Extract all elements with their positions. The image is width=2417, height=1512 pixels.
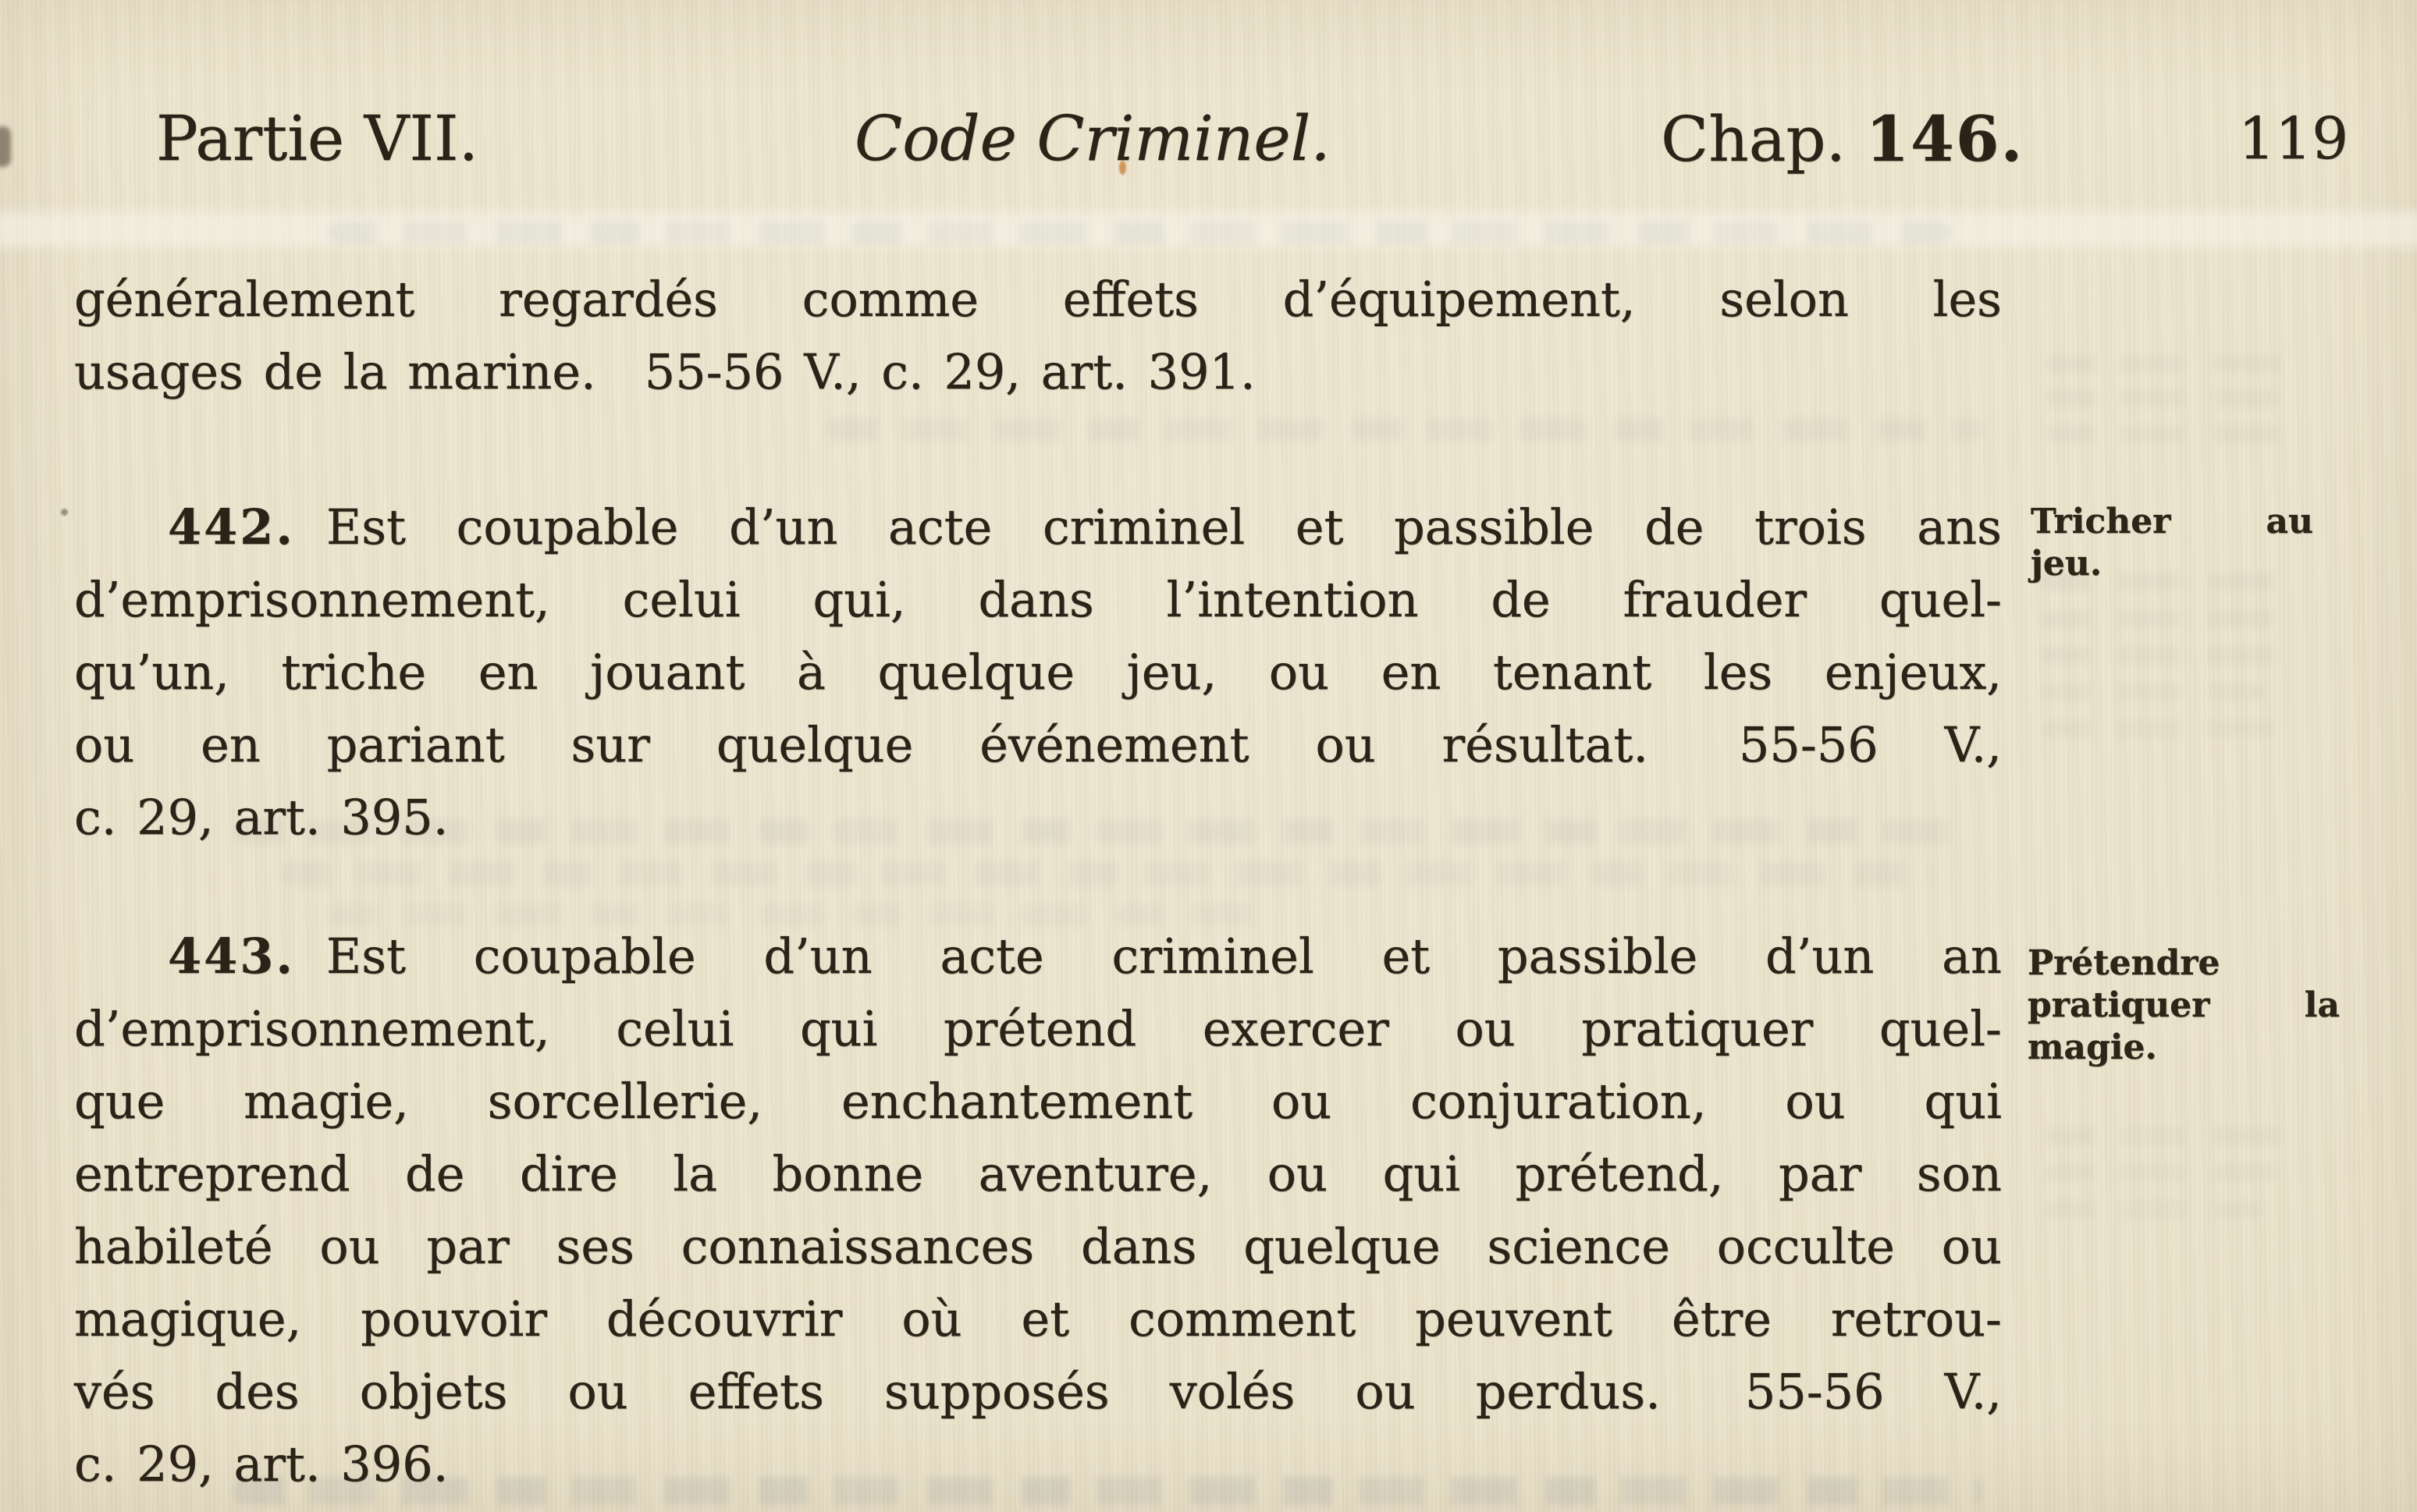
bleed-through-smudge — [2045, 1201, 2263, 1218]
text-line: c. 29, art. 396. — [74, 1436, 449, 1492]
bleed-through-smudge — [2045, 355, 2302, 372]
chapter-word: Chap. — [1661, 103, 1847, 176]
bleed-through-smudge — [2041, 720, 2291, 737]
bleed-through-smudge — [2041, 647, 2298, 664]
section-443 — [74, 920, 2002, 1500]
margin-note-line: jeu. — [2031, 544, 2102, 584]
edge-speck — [0, 126, 11, 167]
text-line: magique, pouvoir découvrir où et comment peuvent être retrou- — [74, 1290, 2002, 1347]
margin-note-line: pratiquer la — [2028, 985, 2340, 1025]
section-number: 442. — [168, 499, 296, 555]
margin-note-tricher-au-jeu — [2031, 501, 2313, 585]
bleed-through-smudge — [2045, 1164, 2279, 1181]
chapter-number: 146. — [1865, 102, 2024, 176]
text-line: généralement regardés comme effets d’équipement, selon les — [74, 271, 2002, 328]
section-number: 443. — [168, 928, 296, 985]
text-line: habileté ou par ses connaissances dans quelque science occulte ou — [74, 1218, 2002, 1275]
section-first-line: Est coupable d’un acte criminel et passible de trois ans — [326, 499, 2002, 555]
text-line: que magie, sorcellerie, enchantement ou conjuration, ou qui — [74, 1073, 2002, 1130]
text-line: entreprend de dire la bonne aventure, ou qui prétend, par son — [74, 1145, 2002, 1202]
bleed-through-smudge — [2045, 390, 2279, 407]
bleed-through-smudge — [2045, 1127, 2294, 1145]
text-line: d’emprisonnement, celui qui, dans l’intention de frauder quel- — [74, 571, 2002, 628]
bleed-through-smudge — [2041, 683, 2267, 701]
section-first-line: Est coupable d’un acte criminel et passible d’un an — [326, 928, 2002, 985]
margin-note-line: Prétendre — [2028, 943, 2220, 983]
margin-note-line: Tricher au — [2031, 502, 2313, 541]
text-line: usages de la marine. 55-56 V., c. 29, art. 391. — [74, 343, 1256, 400]
text-line: c. 29, art. 395. — [74, 789, 449, 846]
section-442 — [74, 491, 2002, 854]
margin-note-line: magie. — [2028, 1028, 2157, 1067]
bleed-through-smudge — [2041, 610, 2283, 627]
text-line — [74, 920, 2002, 992]
text-line — [74, 491, 2002, 563]
paragraph-intro — [74, 263, 2002, 408]
page-number: 119 — [2238, 105, 2349, 172]
ink-speck — [61, 509, 68, 516]
header-part-label: Partie VII. — [156, 102, 479, 175]
text-line: ou en pariant sur quelque événement ou résultat. 55-56 V., — [74, 716, 2002, 773]
bleed-through-smudge — [827, 418, 1982, 442]
header-chapter-label — [1661, 100, 2024, 179]
header-running-title: Code Criminel. — [855, 102, 1331, 175]
bleed-through-smudge — [2045, 425, 2294, 442]
margin-note-pretendre-magie — [2028, 942, 2340, 1069]
bleed-through-smudge — [328, 221, 1951, 244]
text-line: d’emprisonnement, celui qui prétend exercer ou pratiquer quel- — [74, 1000, 2002, 1057]
text-line: vés des objets ou effets supposés volés ou perdus. 55-56 V., — [74, 1363, 2002, 1420]
text-line: qu’un, triche en jouant à quelque jeu, ou en tenant les enjeux, — [74, 644, 2002, 701]
bleed-through-smudge — [281, 861, 1935, 886]
